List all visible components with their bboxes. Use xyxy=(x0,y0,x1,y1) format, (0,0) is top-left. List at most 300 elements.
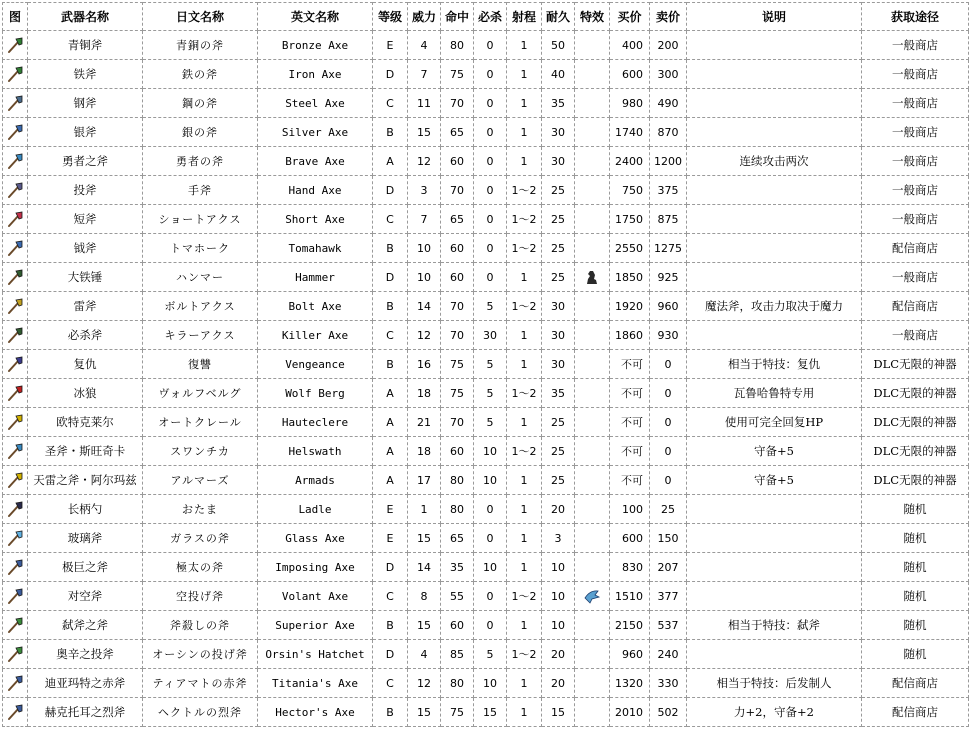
weapon-crit: 5 xyxy=(474,292,507,321)
weapon-description xyxy=(687,89,862,118)
flier-icon xyxy=(582,587,602,605)
weapon-cn-name: 赫克托耳之烈斧 xyxy=(28,698,143,727)
weapon-range: 1 xyxy=(507,89,542,118)
col-source-header: 获取途径 xyxy=(862,3,969,31)
icon-cell xyxy=(3,611,28,640)
weapon-cn-name: 银斧 xyxy=(28,118,143,147)
weapon-range: 1 xyxy=(507,495,542,524)
weapon-range: 1 xyxy=(507,118,542,147)
weapon-row xyxy=(3,263,969,292)
weapon-cn-name: 冰狼 xyxy=(28,379,143,408)
weapon-sell-price: 0 xyxy=(650,379,687,408)
weapon-range: 1 xyxy=(507,263,542,292)
weapon-source: 配信商店 xyxy=(862,234,969,263)
weapon-crit: 0 xyxy=(474,524,507,553)
weapon-ja-name: 銀の斧 xyxy=(143,118,258,147)
weapon-hit: 75 xyxy=(441,350,474,379)
weapon-cn-name: 玻璃斧 xyxy=(28,524,143,553)
weapon-ja-name: 鋼の斧 xyxy=(143,89,258,118)
weapon-might: 12 xyxy=(408,147,441,176)
weapon-effective xyxy=(575,60,610,89)
weapon-row xyxy=(3,698,969,727)
weapon-range: 1～2 xyxy=(507,234,542,263)
weapon-buy-price: 不可 xyxy=(610,408,650,437)
weapon-buy-price: 1860 xyxy=(610,321,650,350)
weapon-hit: 70 xyxy=(441,321,474,350)
weapon-source: 一般商店 xyxy=(862,205,969,234)
weapon-sell-price: 375 xyxy=(650,176,687,205)
weapon-effective xyxy=(575,31,610,60)
weapon-hit: 60 xyxy=(441,437,474,466)
weapon-buy-price: 1920 xyxy=(610,292,650,321)
weapon-range: 1～2 xyxy=(507,437,542,466)
weapon-row xyxy=(3,640,969,669)
weapon-hit: 70 xyxy=(441,408,474,437)
weapon-crit: 0 xyxy=(474,263,507,292)
weapon-ja-name: キラーアクス xyxy=(143,321,258,350)
weapon-buy-price: 1740 xyxy=(610,118,650,147)
icon-cell xyxy=(3,553,28,582)
weapon-uses: 35 xyxy=(542,379,575,408)
weapon-ja-name: ヴォルフベルグ xyxy=(143,379,258,408)
weapon-might: 4 xyxy=(408,640,441,669)
weapon-sell-price: 240 xyxy=(650,640,687,669)
weapon-crit: 0 xyxy=(474,89,507,118)
weapon-sell-price: 300 xyxy=(650,60,687,89)
weapon-effective xyxy=(575,321,610,350)
hand-axe-icon xyxy=(6,181,24,199)
axe-weapons-table xyxy=(2,2,969,727)
weapon-cn-name: 青铜斧 xyxy=(28,31,143,60)
weapon-ja-name: ティアマトの赤斧 xyxy=(143,669,258,698)
col-rank-header: 等级 xyxy=(373,3,408,31)
weapon-rank: C xyxy=(373,321,408,350)
weapon-buy-price: 750 xyxy=(610,176,650,205)
tomahawk-icon xyxy=(6,239,24,257)
superior-axe-icon xyxy=(6,616,24,634)
weapon-description xyxy=(687,553,862,582)
weapon-ja-name: 斧殺しの斧 xyxy=(143,611,258,640)
weapon-effective xyxy=(575,205,610,234)
col-range-header: 射程 xyxy=(507,3,542,31)
icon-cell xyxy=(3,350,28,379)
weapon-source: 配信商店 xyxy=(862,698,969,727)
weapon-uses: 10 xyxy=(542,582,575,611)
weapon-sell-price: 537 xyxy=(650,611,687,640)
weapon-source: 随机 xyxy=(862,611,969,640)
weapon-hit: 60 xyxy=(441,234,474,263)
weapon-source: 一般商店 xyxy=(862,263,969,292)
icon-cell xyxy=(3,437,28,466)
weapon-ja-name: オーシンの投げ斧 xyxy=(143,640,258,669)
weapon-source: DLC无限的神器 xyxy=(862,379,969,408)
weapon-uses: 20 xyxy=(542,669,575,698)
weapon-rank: A xyxy=(373,379,408,408)
icon-cell xyxy=(3,495,28,524)
weapon-cn-name: 短斧 xyxy=(28,205,143,234)
weapon-en-name: Brave Axe xyxy=(258,147,373,176)
icon-cell xyxy=(3,31,28,60)
weapon-row xyxy=(3,524,969,553)
col-might-header: 威力 xyxy=(408,3,441,31)
weapon-hit: 70 xyxy=(441,292,474,321)
col-en-name-header: 英文名称 xyxy=(258,3,373,31)
weapon-en-name: Titania's Axe xyxy=(258,669,373,698)
weapon-effective xyxy=(575,292,610,321)
weapon-cn-name: 必杀斧 xyxy=(28,321,143,350)
weapon-hit: 60 xyxy=(441,611,474,640)
weapon-ja-name: 手斧 xyxy=(143,176,258,205)
icon-cell xyxy=(3,60,28,89)
weapon-hit: 65 xyxy=(441,205,474,234)
weapon-row xyxy=(3,205,969,234)
weapon-en-name: Killer Axe xyxy=(258,321,373,350)
col-icon-header: 图 xyxy=(3,3,28,31)
weapon-sell-price: 870 xyxy=(650,118,687,147)
weapon-uses: 15 xyxy=(542,698,575,727)
weapon-en-name: Superior Axe xyxy=(258,611,373,640)
weapon-row xyxy=(3,321,969,350)
ladle-icon xyxy=(6,500,24,518)
weapon-en-name: Volant Axe xyxy=(258,582,373,611)
weapon-description: 使用可完全回复HP xyxy=(687,408,862,437)
weapon-range: 1 xyxy=(507,31,542,60)
weapon-sell-price: 490 xyxy=(650,89,687,118)
weapon-en-name: Steel Axe xyxy=(258,89,373,118)
weapon-rank: B xyxy=(373,698,408,727)
weapon-source: 配信商店 xyxy=(862,669,969,698)
weapon-en-name: Glass Axe xyxy=(258,524,373,553)
col-ja-name-header: 日文名称 xyxy=(143,3,258,31)
weapon-rank: D xyxy=(373,176,408,205)
weapon-hit: 70 xyxy=(441,89,474,118)
weapon-effective xyxy=(575,669,610,698)
weapon-effective xyxy=(575,408,610,437)
weapon-uses: 20 xyxy=(542,495,575,524)
icon-cell xyxy=(3,640,28,669)
weapon-crit: 10 xyxy=(474,669,507,698)
weapon-might: 17 xyxy=(408,466,441,495)
weapon-might: 12 xyxy=(408,321,441,350)
weapon-row xyxy=(3,350,969,379)
weapon-hit: 80 xyxy=(441,466,474,495)
wolf-berg-icon xyxy=(6,384,24,402)
weapon-description xyxy=(687,234,862,263)
weapon-uses: 25 xyxy=(542,205,575,234)
col-hit-header: 命中 xyxy=(441,3,474,31)
icon-cell xyxy=(3,147,28,176)
glass-axe-icon xyxy=(6,529,24,547)
weapon-buy-price: 400 xyxy=(610,31,650,60)
weapon-en-name: Hammer xyxy=(258,263,373,292)
weapon-hit: 35 xyxy=(441,553,474,582)
weapon-range: 1 xyxy=(507,698,542,727)
hector-axe-icon xyxy=(6,703,24,721)
weapon-en-name: Orsin's Hatchet xyxy=(258,640,373,669)
weapon-en-name: Ladle xyxy=(258,495,373,524)
axe-icon xyxy=(6,65,24,83)
weapon-uses: 25 xyxy=(542,437,575,466)
weapon-description: 相当于特技：后发制人 xyxy=(687,669,862,698)
weapon-cn-name: 钢斧 xyxy=(28,89,143,118)
weapon-description xyxy=(687,524,862,553)
icon-cell xyxy=(3,379,28,408)
weapon-buy-price: 1750 xyxy=(610,205,650,234)
weapon-buy-price: 不可 xyxy=(610,437,650,466)
icon-cell xyxy=(3,263,28,292)
col-uses-header: 耐久 xyxy=(542,3,575,31)
weapon-cn-name: 大铁锤 xyxy=(28,263,143,292)
icon-cell xyxy=(3,176,28,205)
weapon-sell-price: 150 xyxy=(650,524,687,553)
weapon-sell-price: 960 xyxy=(650,292,687,321)
weapon-rank: C xyxy=(373,89,408,118)
weapon-might: 8 xyxy=(408,582,441,611)
weapon-row xyxy=(3,553,969,582)
weapon-rank: B xyxy=(373,611,408,640)
weapon-cn-name: 对空斧 xyxy=(28,582,143,611)
weapon-buy-price: 1850 xyxy=(610,263,650,292)
weapon-source: DLC无限的神器 xyxy=(862,350,969,379)
weapon-en-name: Short Axe xyxy=(258,205,373,234)
weapon-uses: 30 xyxy=(542,147,575,176)
weapon-effective xyxy=(575,553,610,582)
weapon-description: 魔法斧，攻击力取决于魔力 xyxy=(687,292,862,321)
weapon-crit: 0 xyxy=(474,118,507,147)
weapon-effective xyxy=(575,437,610,466)
weapon-buy-price: 100 xyxy=(610,495,650,524)
short-axe-icon xyxy=(6,210,24,228)
weapon-effective xyxy=(575,495,610,524)
weapon-uses: 3 xyxy=(542,524,575,553)
weapon-row xyxy=(3,147,969,176)
weapon-crit: 15 xyxy=(474,698,507,727)
icon-cell xyxy=(3,524,28,553)
hammer-icon xyxy=(6,268,24,286)
titania-axe-icon xyxy=(6,674,24,692)
weapon-might: 14 xyxy=(408,292,441,321)
weapon-effective xyxy=(575,582,610,611)
weapon-might: 3 xyxy=(408,176,441,205)
weapon-ja-name: ショートアクス xyxy=(143,205,258,234)
weapon-description xyxy=(687,640,862,669)
weapon-uses: 50 xyxy=(542,31,575,60)
weapon-description: 连续攻击两次 xyxy=(687,147,862,176)
weapon-hit: 55 xyxy=(441,582,474,611)
weapon-cn-name: 弑斧之斧 xyxy=(28,611,143,640)
col-desc-header: 说明 xyxy=(687,3,862,31)
weapon-sell-price: 25 xyxy=(650,495,687,524)
weapon-crit: 0 xyxy=(474,495,507,524)
weapon-ja-name: おたま xyxy=(143,495,258,524)
weapon-buy-price: 2400 xyxy=(610,147,650,176)
weapon-source: 一般商店 xyxy=(862,89,969,118)
weapon-range: 1～2 xyxy=(507,582,542,611)
weapon-row xyxy=(3,408,969,437)
icon-cell xyxy=(3,292,28,321)
weapon-effective xyxy=(575,176,610,205)
weapon-description xyxy=(687,582,862,611)
weapon-range: 1 xyxy=(507,466,542,495)
weapon-rank: C xyxy=(373,205,408,234)
weapon-rank: C xyxy=(373,669,408,698)
weapon-might: 21 xyxy=(408,408,441,437)
weapon-cn-name: 复仇 xyxy=(28,350,143,379)
icon-cell xyxy=(3,118,28,147)
weapon-rank: D xyxy=(373,640,408,669)
weapon-hit: 80 xyxy=(441,669,474,698)
weapon-en-name: Hand Axe xyxy=(258,176,373,205)
weapon-description xyxy=(687,263,862,292)
weapon-cn-name: 迪亚玛特之赤斧 xyxy=(28,669,143,698)
weapon-buy-price: 980 xyxy=(610,89,650,118)
weapon-crit: 30 xyxy=(474,321,507,350)
weapon-might: 12 xyxy=(408,669,441,698)
weapon-effective xyxy=(575,611,610,640)
weapon-range: 1 xyxy=(507,60,542,89)
weapon-effective xyxy=(575,350,610,379)
col-crit-header: 必杀 xyxy=(474,3,507,31)
weapon-effective xyxy=(575,640,610,669)
weapon-cn-name: 天雷之斧・阿尔玛兹 xyxy=(28,466,143,495)
weapon-sell-price: 930 xyxy=(650,321,687,350)
weapon-en-name: Imposing Axe xyxy=(258,553,373,582)
weapon-sell-price: 0 xyxy=(650,408,687,437)
axe-icon xyxy=(6,36,24,54)
weapon-ja-name: 勇者の斧 xyxy=(143,147,258,176)
weapon-buy-price: 960 xyxy=(610,640,650,669)
weapon-range: 1～2 xyxy=(507,205,542,234)
col-cn-name-header: 武器名称 xyxy=(28,3,143,31)
weapon-uses: 10 xyxy=(542,553,575,582)
weapon-cn-name: 铁斧 xyxy=(28,60,143,89)
weapon-rank: D xyxy=(373,60,408,89)
icon-cell xyxy=(3,698,28,727)
weapon-ja-name: オートクレール xyxy=(143,408,258,437)
weapon-ja-name: ハンマー xyxy=(143,263,258,292)
axe-icon xyxy=(6,123,24,141)
weapon-description xyxy=(687,321,862,350)
weapon-crit: 5 xyxy=(474,408,507,437)
weapon-row xyxy=(3,437,969,466)
weapon-hit: 65 xyxy=(441,118,474,147)
weapon-source: 一般商店 xyxy=(862,31,969,60)
weapon-rank: B xyxy=(373,350,408,379)
weapon-effective xyxy=(575,379,610,408)
weapon-crit: 0 xyxy=(474,205,507,234)
weapon-uses: 25 xyxy=(542,263,575,292)
weapon-uses: 10 xyxy=(542,611,575,640)
weapon-effective xyxy=(575,263,610,292)
weapon-buy-price: 不可 xyxy=(610,379,650,408)
weapon-source: 一般商店 xyxy=(862,176,969,205)
weapon-hit: 80 xyxy=(441,31,474,60)
weapon-buy-price: 830 xyxy=(610,553,650,582)
weapon-cn-name: 勇者之斧 xyxy=(28,147,143,176)
weapon-might: 15 xyxy=(408,611,441,640)
weapon-rank: E xyxy=(373,524,408,553)
weapon-might: 15 xyxy=(408,698,441,727)
weapon-uses: 35 xyxy=(542,89,575,118)
weapon-en-name: Tomahawk xyxy=(258,234,373,263)
weapon-uses: 25 xyxy=(542,234,575,263)
weapon-source: 一般商店 xyxy=(862,147,969,176)
weapon-buy-price: 2550 xyxy=(610,234,650,263)
weapon-range: 1～2 xyxy=(507,640,542,669)
weapon-buy-price: 600 xyxy=(610,524,650,553)
weapon-row xyxy=(3,466,969,495)
icon-cell xyxy=(3,669,28,698)
weapon-cn-name: 奥辛之投斧 xyxy=(28,640,143,669)
weapon-ja-name: 鉄の斧 xyxy=(143,60,258,89)
weapon-rank: E xyxy=(373,495,408,524)
weapon-en-name: Vengeance xyxy=(258,350,373,379)
weapon-range: 1～2 xyxy=(507,176,542,205)
weapon-en-name: Armads xyxy=(258,466,373,495)
header-row xyxy=(3,3,969,31)
weapon-sell-price: 1200 xyxy=(650,147,687,176)
weapon-might: 11 xyxy=(408,89,441,118)
weapon-row xyxy=(3,31,969,60)
weapon-sell-price: 207 xyxy=(650,553,687,582)
weapon-crit: 5 xyxy=(474,350,507,379)
weapon-might: 7 xyxy=(408,205,441,234)
weapon-range: 1～2 xyxy=(507,379,542,408)
weapon-crit: 10 xyxy=(474,553,507,582)
weapon-row xyxy=(3,176,969,205)
weapon-sell-price: 200 xyxy=(650,31,687,60)
weapon-description: 相当于特技：复仇 xyxy=(687,350,862,379)
weapon-range: 1 xyxy=(507,147,542,176)
weapon-description xyxy=(687,205,862,234)
weapon-rank: E xyxy=(373,31,408,60)
weapon-range: 1 xyxy=(507,524,542,553)
bolt-axe-icon xyxy=(6,297,24,315)
icon-cell xyxy=(3,205,28,234)
weapon-ja-name: ガラスの斧 xyxy=(143,524,258,553)
weapon-hit: 85 xyxy=(441,640,474,669)
weapon-might: 1 xyxy=(408,495,441,524)
weapon-crit: 10 xyxy=(474,437,507,466)
weapon-effective xyxy=(575,466,610,495)
icon-cell xyxy=(3,408,28,437)
weapon-range: 1 xyxy=(507,611,542,640)
axe-icon xyxy=(6,94,24,112)
weapon-cn-name: 投斧 xyxy=(28,176,143,205)
weapon-effective xyxy=(575,147,610,176)
weapon-row xyxy=(3,669,969,698)
weapon-hit: 60 xyxy=(441,263,474,292)
weapon-buy-price: 2010 xyxy=(610,698,650,727)
weapon-crit: 0 xyxy=(474,176,507,205)
vengeance-icon xyxy=(6,355,24,373)
weapon-source: 随机 xyxy=(862,553,969,582)
weapon-buy-price: 不可 xyxy=(610,466,650,495)
weapon-might: 15 xyxy=(408,524,441,553)
weapon-source: 一般商店 xyxy=(862,321,969,350)
weapon-description: 相当于特技：弑斧 xyxy=(687,611,862,640)
weapon-range: 1～2 xyxy=(507,292,542,321)
weapon-description: 瓦鲁哈鲁特专用 xyxy=(687,379,862,408)
weapon-ja-name: アルマーズ xyxy=(143,466,258,495)
weapon-effective xyxy=(575,524,610,553)
weapon-sell-price: 1275 xyxy=(650,234,687,263)
weapon-cn-name: 长柄勺 xyxy=(28,495,143,524)
weapon-en-name: Silver Axe xyxy=(258,118,373,147)
weapon-crit: 0 xyxy=(474,31,507,60)
weapon-description: 力+2，守备+2 xyxy=(687,698,862,727)
weapon-rank: D xyxy=(373,263,408,292)
